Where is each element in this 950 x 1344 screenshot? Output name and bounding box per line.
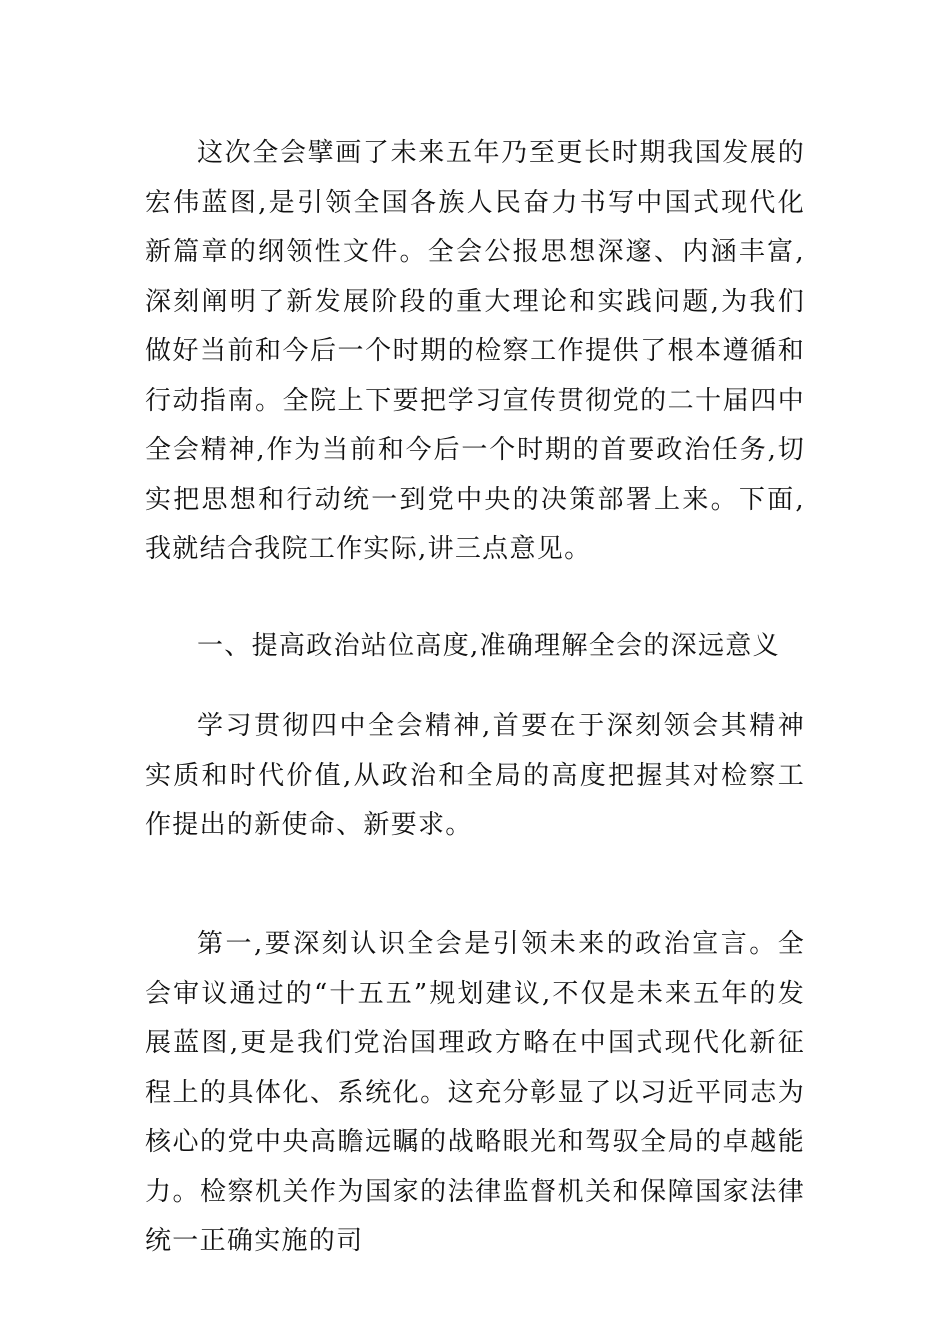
- section-heading: 一、提高政治站位高度,准确理解全会的深远意义: [197, 631, 780, 661]
- first-point-paragraph: 第一,要深刻认识全会是引领未来的政治宣言。全会审议通过的“十五五”规划建议,不仅是未来五年的发展蓝图,更是我们党治国理政方略在中国式现代化新征程上的具体化、系统化。这充分彰显了以习近平同志为核心的党中央高瞻远瞩的战略眼光和驾驭全局的卓越能力。检察机关作为国家的法律监督机关和保障国家法律统一正确实施的司: [145, 929, 805, 1256]
- intro-paragraph: 这次全会擘画了未来五年乃至更长时期我国发展的宏伟蓝图,是引领全国各族人民奋力书写中国式现代化新篇章的纲领性文件。全会公报思想深邃、内涵丰富,深刻阐明了新发展阶段的重大理论和实践问题,为我们做好当前和今后一个时期的检察工作提供了根本遵循和行动指南。全院上下要把学习宣传贯彻党的二十届四中全会精神,作为当前和今后一个时期的首要政治任务,切实把思想和行动统一到党中央的决策部署上来。下面,我就结合我院工作实际,讲三点意见。: [145, 138, 805, 564]
- section-intro-paragraph: 学习贯彻四中全会精神,首要在于深刻领会其精神实质和时代价值,从政治和全局的高度把握其对检察工作提出的新使命、新要求。: [145, 711, 805, 840]
